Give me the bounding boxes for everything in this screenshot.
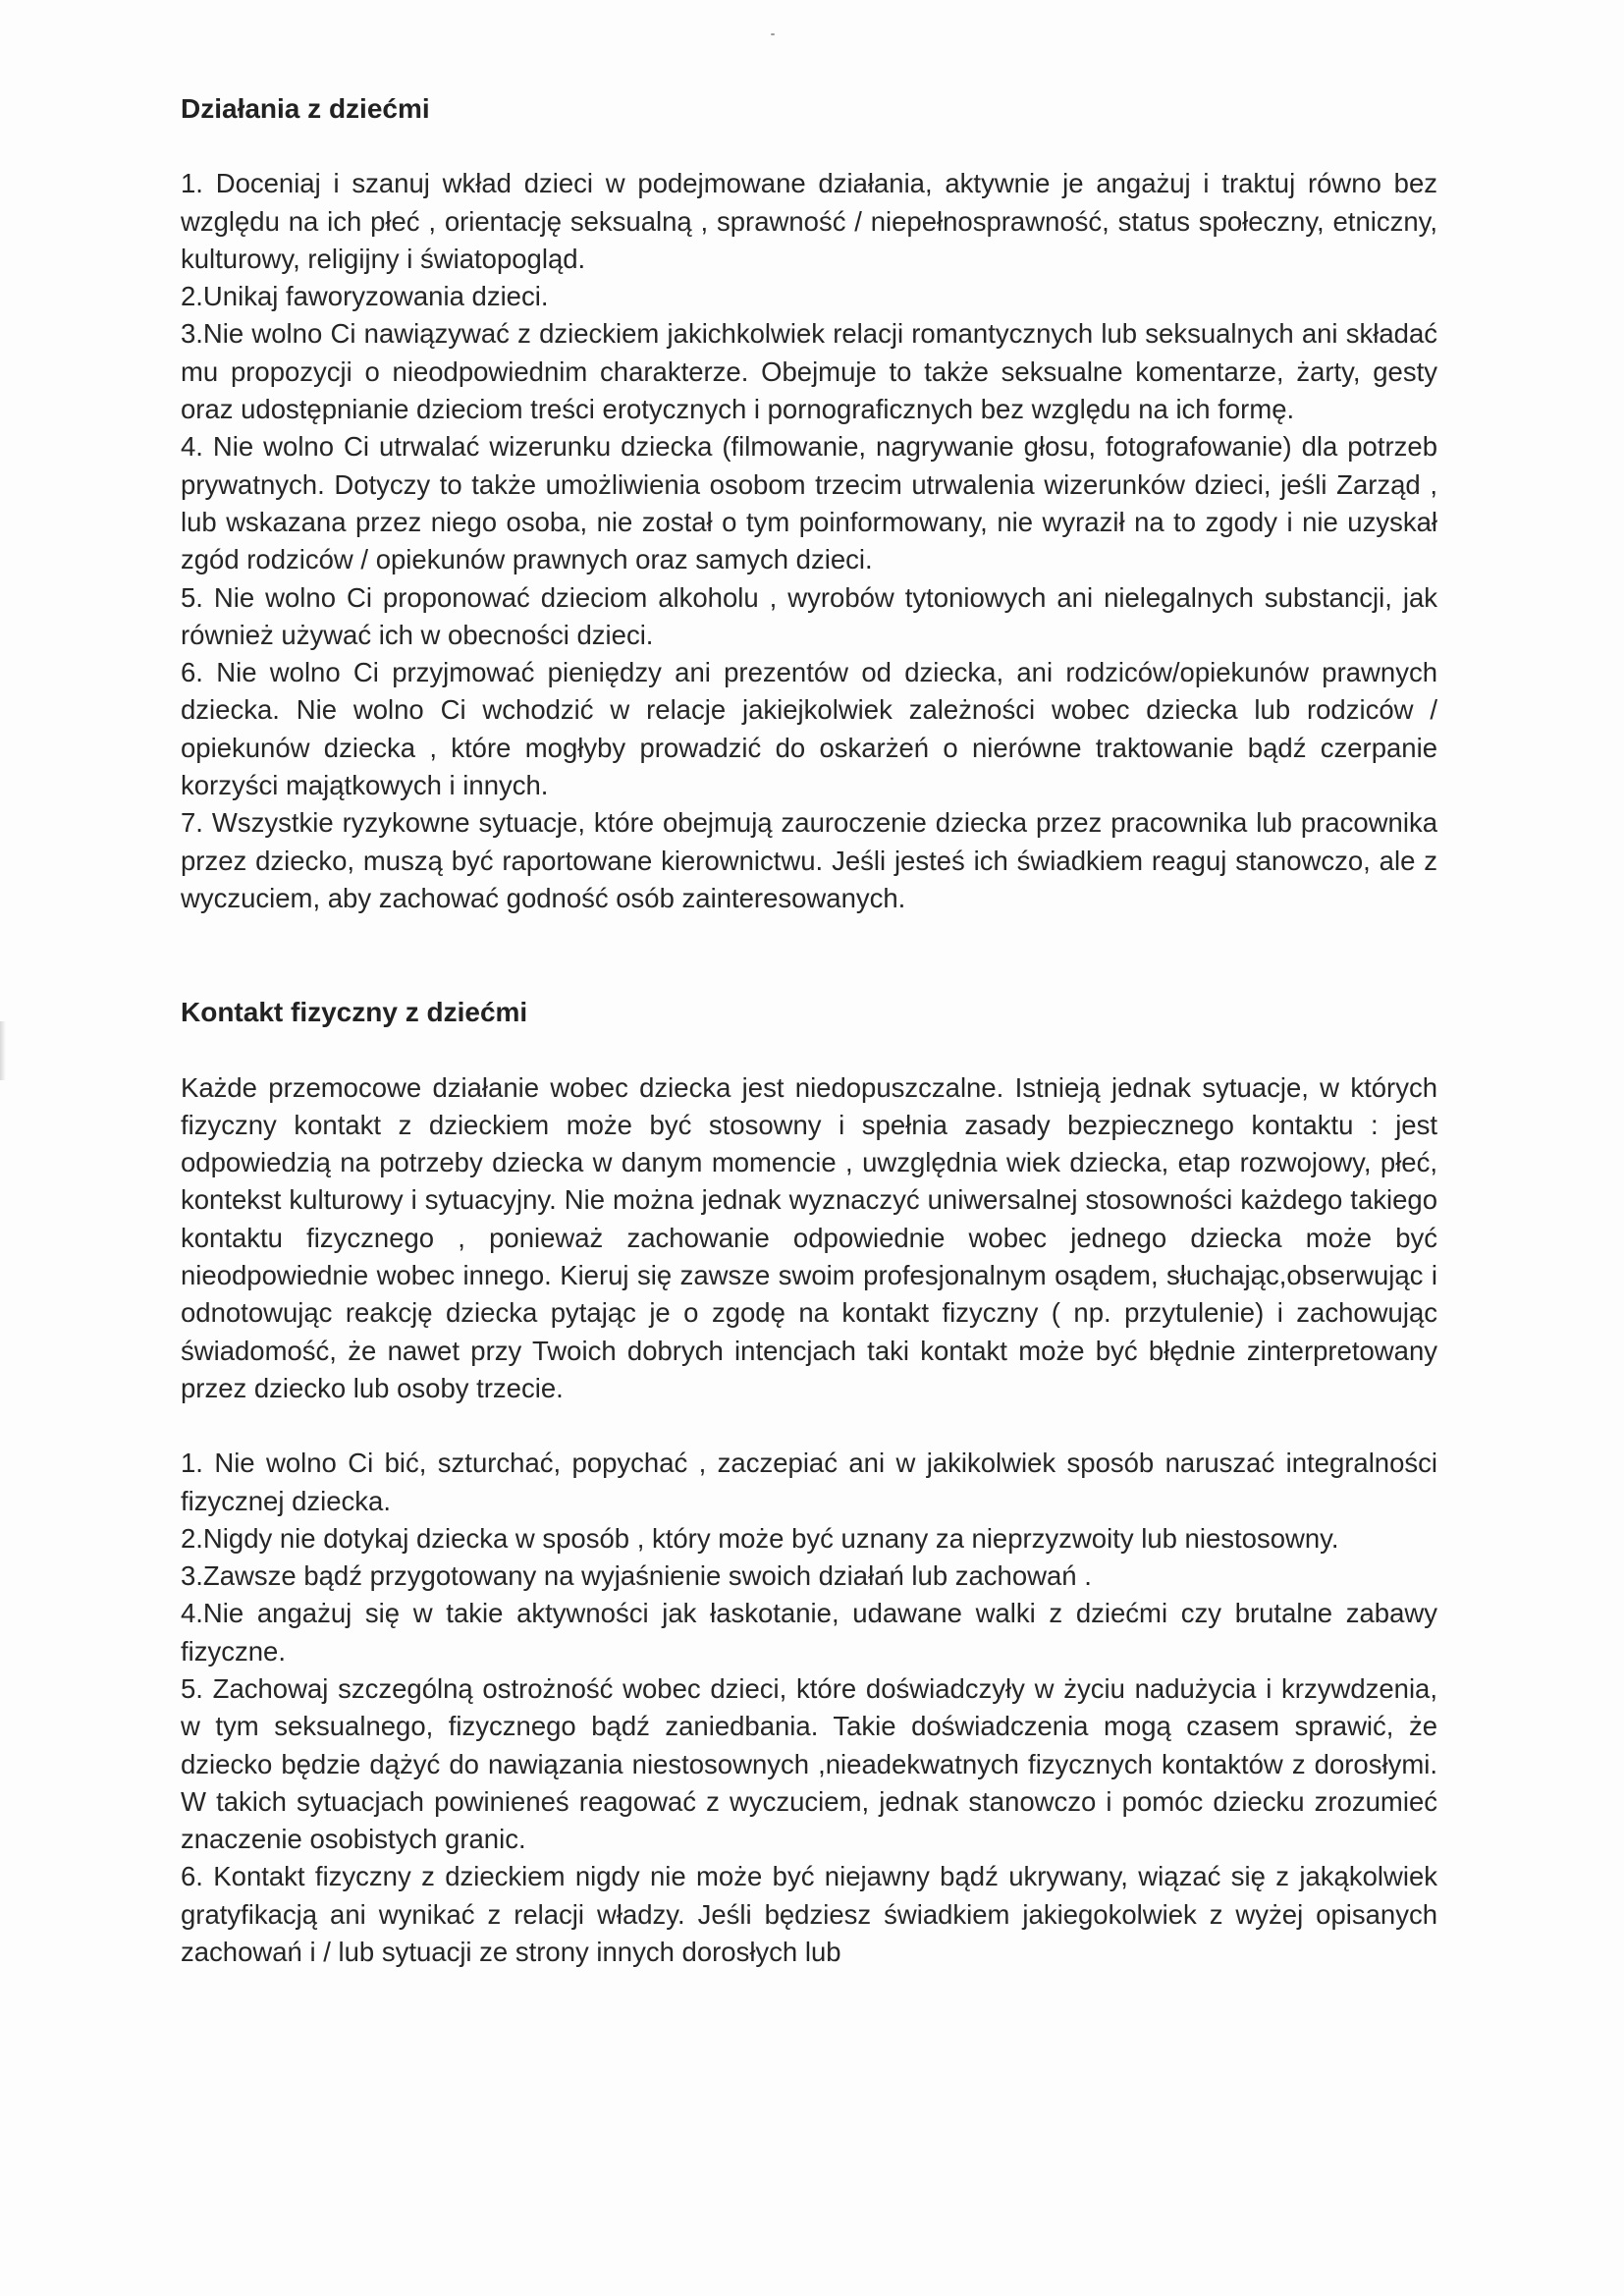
list-item: 3.Zawsze bądź przygotowany na wyjaśnienie swoich działań lub zachowań . <box>181 1560 1092 1592</box>
scan-speck <box>771 33 775 35</box>
list-item: 2.Unikaj faworyzowania dzieci. <box>181 281 549 312</box>
list-item: 6. Kontakt fizyczny z dzieckiem nigdy nie może być niejawny bądź ukrywany, wiązać się z jakąkolwiek gratyfikacją ani wynikać z relacji władzy. Jeśli będziesz świadkiem jakiegokolwiek z wyżej opisanych zachowań i / lub sytuacji ze strony innych dorosłych lub <box>181 1861 1437 1968</box>
list-item: 4.Nie angażuj się w takie aktywności jak łaskotanie, udawane walki z dziećmi czy brutalne zabawy fizyczne. <box>181 1598 1437 1667</box>
document-body <box>181 90 1437 1971</box>
spacer <box>181 1032 1437 1069</box>
list-item: 2.Nigdy nie dotykaj dziecka w sposób , który może być uznany za nieprzyzwoity lub niestosowny. <box>181 1522 1339 1554</box>
list-item: 6. Nie wolno Ci przyjmować pieniędzy ani prezentów od dziecka, ani rodziców/opiekunów prawnych dziecka. Nie wolno Ci wchodzić w relacje jakiejkolwiek zależności wobec dziecka lub rodziców / opiekunów dziecka , które mogłyby prowadzić do oskarżeń o nierówne traktowanie bądź czerpanie korzyści majątkowych i innych. <box>181 657 1437 801</box>
scan-edge-shadow <box>0 1021 6 1080</box>
section-heading-activities: Działania z dziećmi <box>181 93 430 124</box>
list-item: 4. Nie wolno Ci utrwalać wizerunku dziecka (filmowanie, nagrywanie głosu, fotografowanie) dla potrzeb prywatnych. Dotyczy to także umożliwienia osobom trzecim utrwalenia wizerunków dzieci, jeśli Zarząd , lub wskazana przez niego osoba, nie został o tym poinformowany, nie wyraził na to zgody i nie uzyskał zgód rodziców / opiekunów prawnych oraz samych dzieci. <box>181 431 1437 575</box>
list-item: 3.Nie wolno Ci nawiązywać z dzieckiem jakichkolwiek relacji romantycznych lub seksualnych ani składać mu propozycji o nieodpowiednim charakterze. Obejmuje to także seksualne komentarze, żarty, gesty oraz udostępnianie dzieciom treści erotycznych i pornograficznych bez względu na ich formę. <box>181 318 1437 425</box>
list-item: 1. Doceniaj i szanuj wkład dzieci w podejmowane działania, aktywnie je angażuj i traktuj równo bez względu na ich płeć , orientację seksualną , sprawność / niepełnosprawność, status społeczny, etniczny, kulturowy, religijny i światopogląd. <box>181 168 1437 274</box>
spacer <box>181 1407 1437 1445</box>
list-item: 5. Nie wolno Ci proponować dzieciom alkoholu , wyrobów tytoniowych ani nielegalnych substancji, jak również używać ich w obecności dzieci. <box>181 581 1437 650</box>
spacer <box>181 917 1437 994</box>
list-item: 5. Zachowaj szczególną ostrożność wobec dzieci, które doświadczyły w życiu nadużycia i krzywdzenia, w tym seksualnego, fizycznego bądź zaniedbania. Takie doświadczenia mogą czasem sprawić, że dziecko będzie dążyć do nawiązania niestosownych ,nieadekwatnych fizycznych kontaktów z dorosłymi. W takich sytuacjach powinieneś reagować z wyczuciem, jednak stanowczo i pomóc dziecku zrozumieć znaczenie osobistych granic. <box>181 1672 1437 1855</box>
spacer <box>181 128 1437 165</box>
section-heading-physical-contact: Kontakt fizyczny z dziećmi <box>181 997 528 1028</box>
list-item: 1. Nie wolno Ci bić, szturchać, popychać , zaczepiać ani w jakikolwiek sposób naruszać integralności fizycznej dziecka. <box>181 1448 1437 1516</box>
list-item: 7. Wszystkie ryzykowne sytuacje, które obejmują zauroczenie dziecka przez pracownika lub pracownika przez dziecko, muszą być raportowane kierownictwu. Jeśli jesteś ich świadkiem reaguj stanowczo, ale z wyczuciem, aby zachować godność osób zainteresowanych. <box>181 807 1437 913</box>
intro-paragraph: Każde przemocowe działanie wobec dziecka jest niedopuszczalne. Istnieją jednak sytuacje, w których fizyczny kontakt z dzieckiem może być stosowny i spełnia zasady bezpiecznego kontaktu : jest odpowiedzią na potrzeby dziecka w danym momencie , uwzględnia wiek dziecka, etap rozwojowy, płeć, kontekst kulturowy i sytuacyjny. Nie można jednak wyznaczyć uniwersalnej stosowności każdego takiego kontaktu fizycznego , ponieważ zachowanie odpowiednie wobec jednego dziecka może być nieodpowiednie wobec innego. Kieruj się zawsze swoim profesjonalnym osądem, słuchając,obserwując i odnotowując reakcję dziecka pytając je o zgodę na kontakt fizyczny ( np. przytulenie) i zachowując świadomość, że nawet przy Twoich dobrych intencjach taki kontakt może być błędnie zinterpretowany przez dziecko lub osoby trzecie. <box>181 1071 1437 1403</box>
